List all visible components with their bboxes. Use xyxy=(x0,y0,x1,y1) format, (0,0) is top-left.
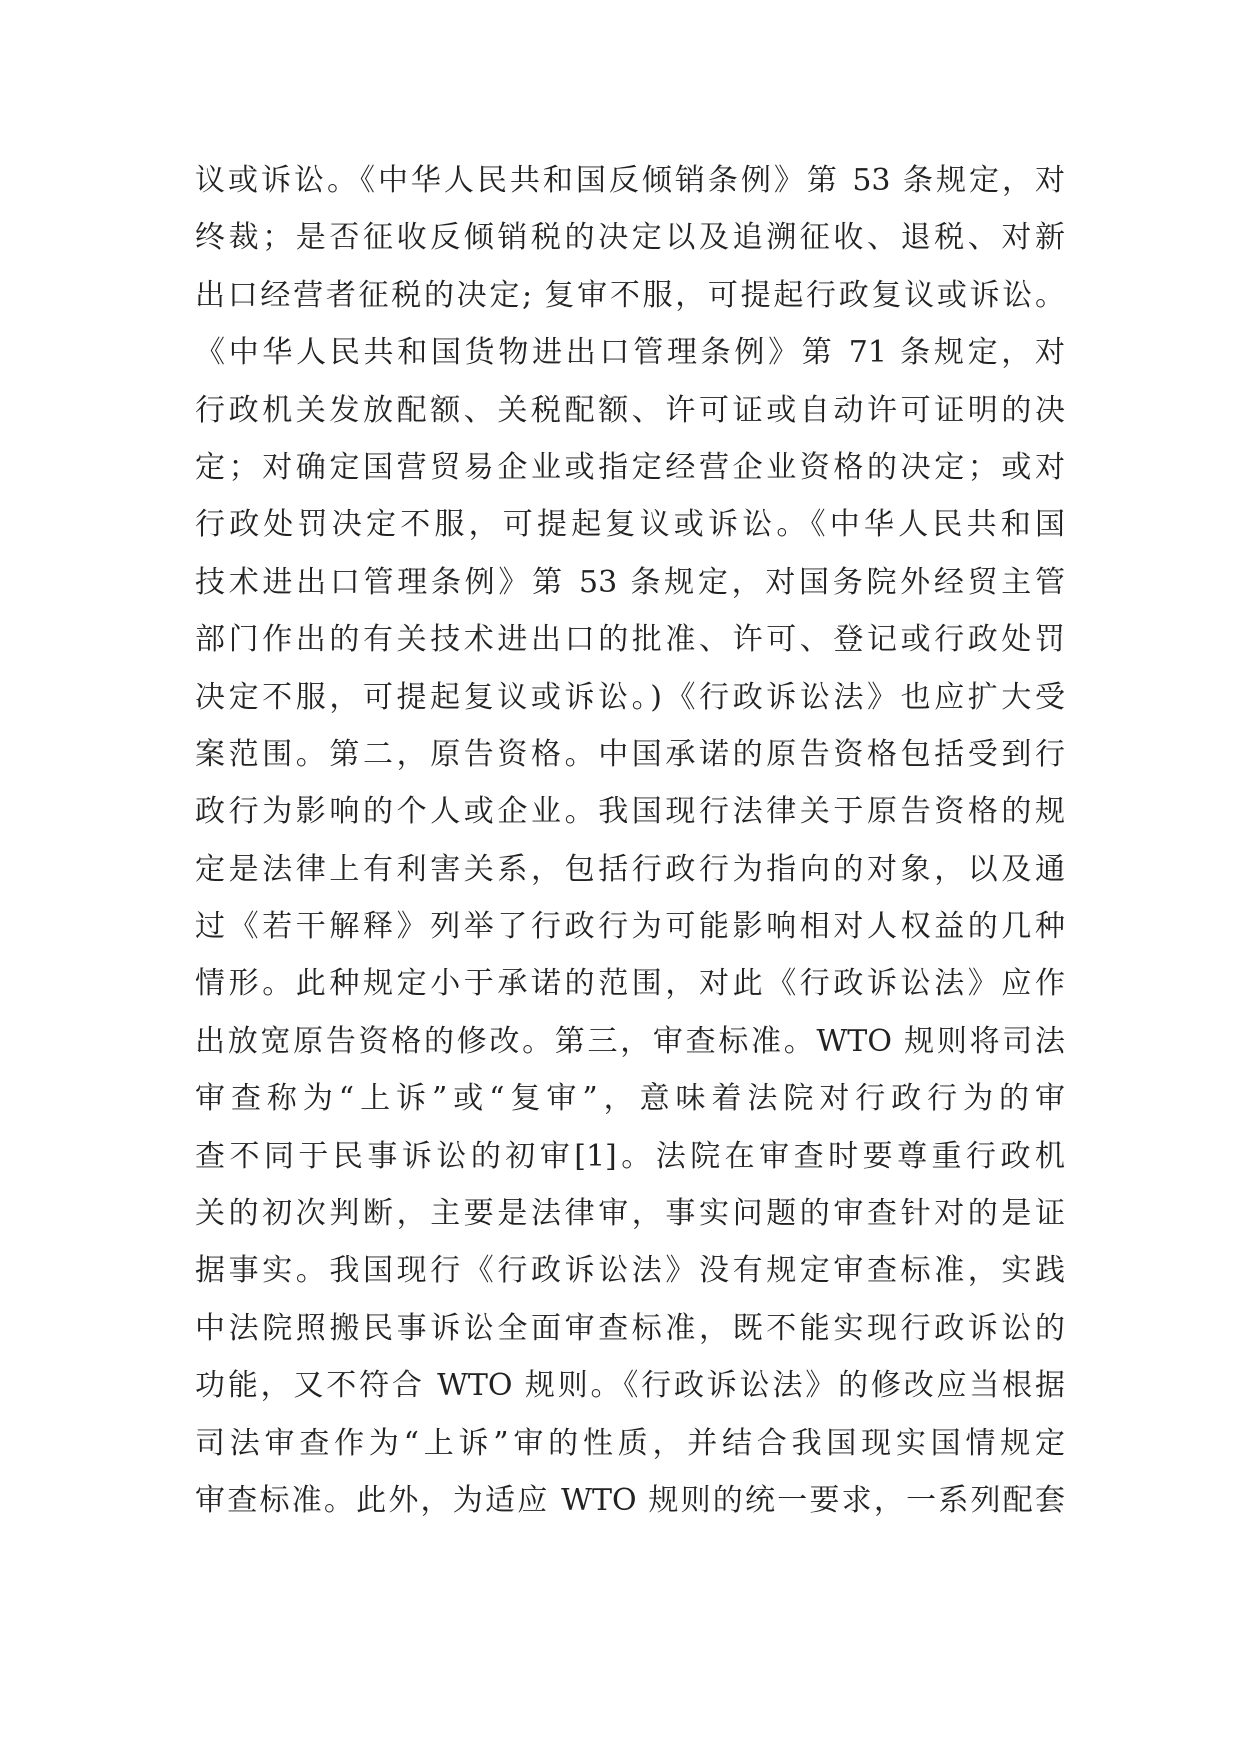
text-line: 定是法律上有利害关系，包括行政行为指向的对象，以及通 xyxy=(195,851,1065,887)
text-line: 司法审查作为“上诉”审的性质，并结合我国现实国情规定 xyxy=(195,1425,1065,1461)
text-line: 终裁；是否征收反倾销税的决定以及追溯征收、退税、对新 xyxy=(195,220,1065,256)
text-line: 据事实。我国现行《行政诉讼法》没有规定审查标准，实践 xyxy=(195,1253,1065,1289)
text-line: 中法院照搬民事诉讼全面审查标准，既不能实现行政诉讼的 xyxy=(195,1310,1065,1346)
text-line: 查不同于民事诉讼的初审[1]。法院在审查时要尊重行政机 xyxy=(195,1138,1065,1174)
text-line: 出放宽原告资格的修改。第三，审查标准。WTO 规则将司法 xyxy=(195,1023,1065,1059)
text-line: 关的初次判断，主要是法律审，事实问题的审查针对的是证 xyxy=(195,1196,1065,1232)
text-line: 《中华人民共和国货物进出口管理条例》第 71 条规定，对 xyxy=(195,335,1065,371)
text-line: 定；对确定国营贸易企业或指定经营企业资格的决定；或对 xyxy=(195,449,1065,485)
body-text xyxy=(195,152,1065,1529)
text-line: 审查称为“上诉”或“复审”，意味着法院对行政行为的审 xyxy=(195,1081,1065,1117)
text-line: 出口经营者征税的决定; 复审不服，可提起行政复议或诉讼。 xyxy=(195,277,1065,313)
text-line: 行政机关发放配额、关税配额、许可证或自动许可证明的决 xyxy=(195,392,1065,428)
text-line: 部门作出的有关技术进出口的批准、许可、登记或行政处罚 xyxy=(195,622,1065,658)
text-line: 行政处罚决定不服，可提起复议或诉讼。《中华人民共和国 xyxy=(195,507,1065,543)
text-line: 议或诉讼。《中华人民共和国反倾销条例》第 53 条规定，对 xyxy=(195,163,1065,198)
text-line: 技术进出口管理条例》第 53 条规定，对国务院外经贸主管 xyxy=(195,564,1065,600)
text-line: 过《若干解释》列举了行政行为可能影响相对人权益的几种 xyxy=(195,909,1065,945)
text-line: 审查标准。此外，为适应 WTO 规则的统一要求，一系列配套 xyxy=(195,1482,1065,1518)
text-line: 案范围。第二，原告资格。中国承诺的原告资格包括受到行 xyxy=(195,736,1065,772)
text-line: 功能，又不符合 WTO 规则。《行政诉讼法》的修改应当根据 xyxy=(195,1368,1065,1404)
text-line: 政行为影响的个人或企业。我国现行法律关于原告资格的规 xyxy=(195,794,1065,830)
text-line: 情形。此种规定小于承诺的范围，对此《行政诉讼法》应作 xyxy=(195,966,1065,1002)
text-line: 决定不服，可提起复议或诉讼。)《行政诉讼法》也应扩大受 xyxy=(195,679,1065,715)
